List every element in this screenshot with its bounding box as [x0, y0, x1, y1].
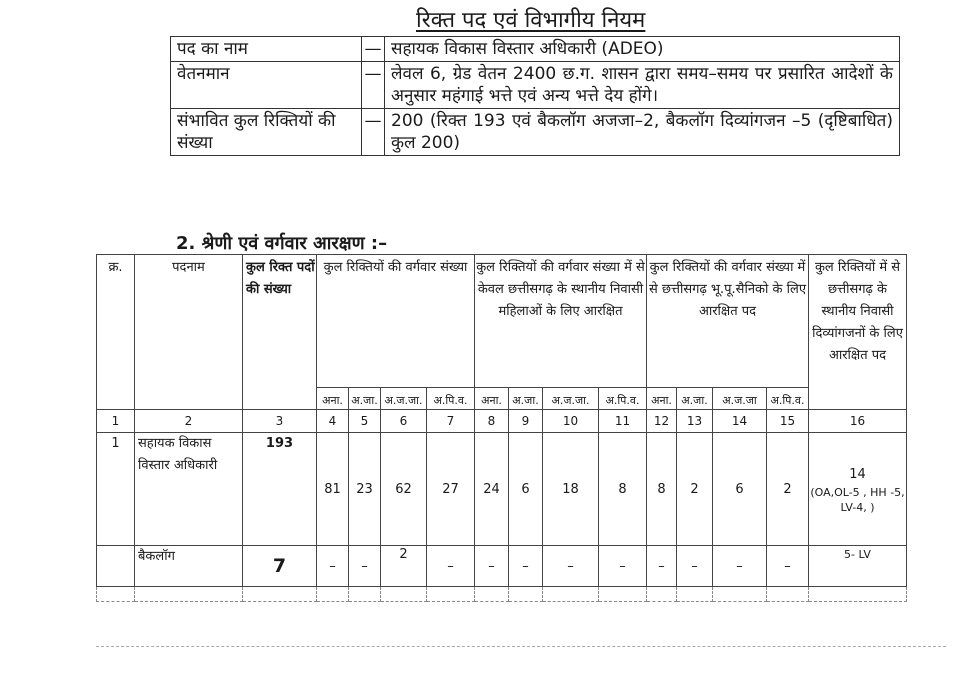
table-cell: 2 [381, 546, 427, 587]
info-value: सहायक विकास विस्तार अधिकारी (ADEO) [385, 37, 900, 62]
table-cell: – [427, 546, 475, 587]
table-row [97, 546, 907, 587]
info-dash: — [362, 109, 385, 156]
table-cell: 2 [767, 433, 809, 546]
group-header-exservice: कुल रिक्तियों की वर्गवार संख्या में से छत्तीसगढ़ भू.पू.सैनिको के लिए आरक्षित पद [647, 255, 809, 388]
table-cell: – [647, 546, 677, 587]
col-number: 1 [97, 410, 135, 433]
info-row [171, 62, 900, 109]
col-number: 15 [767, 410, 809, 433]
subheader-cell: अ.पि.व. [427, 388, 475, 410]
info-dash: — [362, 37, 385, 62]
post-info-table [170, 36, 900, 156]
group-header-total: कुल रिक्तियों की वर्गवार संख्या [317, 255, 475, 388]
table-cell: 8 [647, 433, 677, 546]
info-dash: — [362, 62, 385, 109]
subheader-cell: अना. [317, 388, 349, 410]
table-cell: – [349, 546, 381, 587]
row-total: 193 [243, 433, 317, 546]
table-cell: 23 [349, 433, 381, 546]
info-label: वेतनमान [171, 62, 362, 109]
col-number: 11 [599, 410, 647, 433]
column-number-row [97, 410, 907, 433]
subheader-cell: अना. [475, 388, 509, 410]
col-number: 13 [677, 410, 713, 433]
info-label: संभावित कुल रिक्तियों की संख्या [171, 109, 362, 156]
col-post-header: पदनाम [135, 255, 243, 410]
col-number: 7 [427, 410, 475, 433]
col-number: 2 [135, 410, 243, 433]
table-cell: – [543, 546, 599, 587]
col-number: 6 [381, 410, 427, 433]
row-total: 7 [243, 546, 317, 587]
info-value: 200 (रिक्त 193 एवं बैकलॉग अजजा–2, बैकलॉग दिव्यांगजन –5 (दृष्टिबाधित) कुल 200) [385, 109, 900, 156]
col-sr-header: क्र. [97, 255, 135, 410]
subheader-cell: अ.पि.व. [767, 388, 809, 410]
col-number: 4 [317, 410, 349, 433]
table-row [97, 433, 907, 546]
table-cell: 81 [317, 433, 349, 546]
table-cell: – [677, 546, 713, 587]
table-cell: 6 [509, 433, 543, 546]
pwd-cell: 5- LV [809, 546, 907, 587]
table-cell: 2 [677, 433, 713, 546]
subheader-cell: अ.ज.जा. [381, 388, 427, 410]
divider [96, 646, 946, 647]
table-cell: 18 [543, 433, 599, 546]
blank-row [97, 587, 907, 602]
table-cell: 24 [475, 433, 509, 546]
col-number: 12 [647, 410, 677, 433]
col-number: 8 [475, 410, 509, 433]
table-cell: 62 [381, 433, 427, 546]
table-cell: – [599, 546, 647, 587]
subheader-cell: अ.ज.जा [713, 388, 767, 410]
row-post-name: बैकलॉग [135, 546, 243, 587]
info-row [171, 37, 900, 62]
row-sr: 1 [97, 433, 135, 546]
table-cell: – [767, 546, 809, 587]
group-header-pwd: कुल रिक्तियों में से छत्तीसगढ़ के स्थानीय निवासी दिव्यांगजनों के लिए आरक्षित पद [809, 255, 907, 410]
subheader-cell: अ.जा. [509, 388, 543, 410]
header-row [97, 255, 907, 388]
pwd-cell [809, 433, 907, 546]
subheader-cell: अ.जा. [349, 388, 381, 410]
table-cell: 6 [713, 433, 767, 546]
subheader-cell: अना. [647, 388, 677, 410]
table-cell: 27 [427, 433, 475, 546]
col-number: 9 [509, 410, 543, 433]
table-cell: – [317, 546, 349, 587]
pwd-count: 14 [849, 466, 866, 482]
col-number: 10 [543, 410, 599, 433]
table-cell: – [475, 546, 509, 587]
col-total-header: कुल रिक्त पदों की संख्या [243, 255, 317, 410]
row-post-name: सहायक विकास विस्तार अधिकारी [135, 433, 243, 546]
pwd-note: (OA,OL-5 , HH -5, LV-4, ) [810, 485, 905, 514]
col-number: 3 [243, 410, 317, 433]
info-value: लेवल 6, ग्रेड वेतन 2400 छ.ग. शासन द्वारा समय–समय पर प्रसारित आदेशों के अनुसार महंगाई भत्ते एवं अन्य भत्ते देय होंगे। [385, 62, 900, 109]
subheader-cell: अ.जा. [677, 388, 713, 410]
page-title: रिक्त पद एवं विभागीय नियम [416, 8, 646, 33]
col-number: 5 [349, 410, 381, 433]
reservation-table [96, 254, 907, 602]
subheader-cell: अ.ज.जा. [543, 388, 599, 410]
row-sr [97, 546, 135, 587]
info-label: पद का नाम [171, 37, 362, 62]
table-cell: – [713, 546, 767, 587]
section-heading: 2. श्रेणी एवं वर्गवार आरक्षण :– [176, 233, 388, 254]
col-number: 16 [809, 410, 907, 433]
info-row [171, 109, 900, 156]
group-header-women: कुल रिक्तियों की वर्गवार संख्या में से केवल छत्तीसगढ़ के स्थानीय निवासी महिलाओं के लिए आरक्षित [475, 255, 647, 388]
col-number: 14 [713, 410, 767, 433]
subheader-cell: अ.पि.व. [599, 388, 647, 410]
table-cell: – [509, 546, 543, 587]
table-cell: 8 [599, 433, 647, 546]
